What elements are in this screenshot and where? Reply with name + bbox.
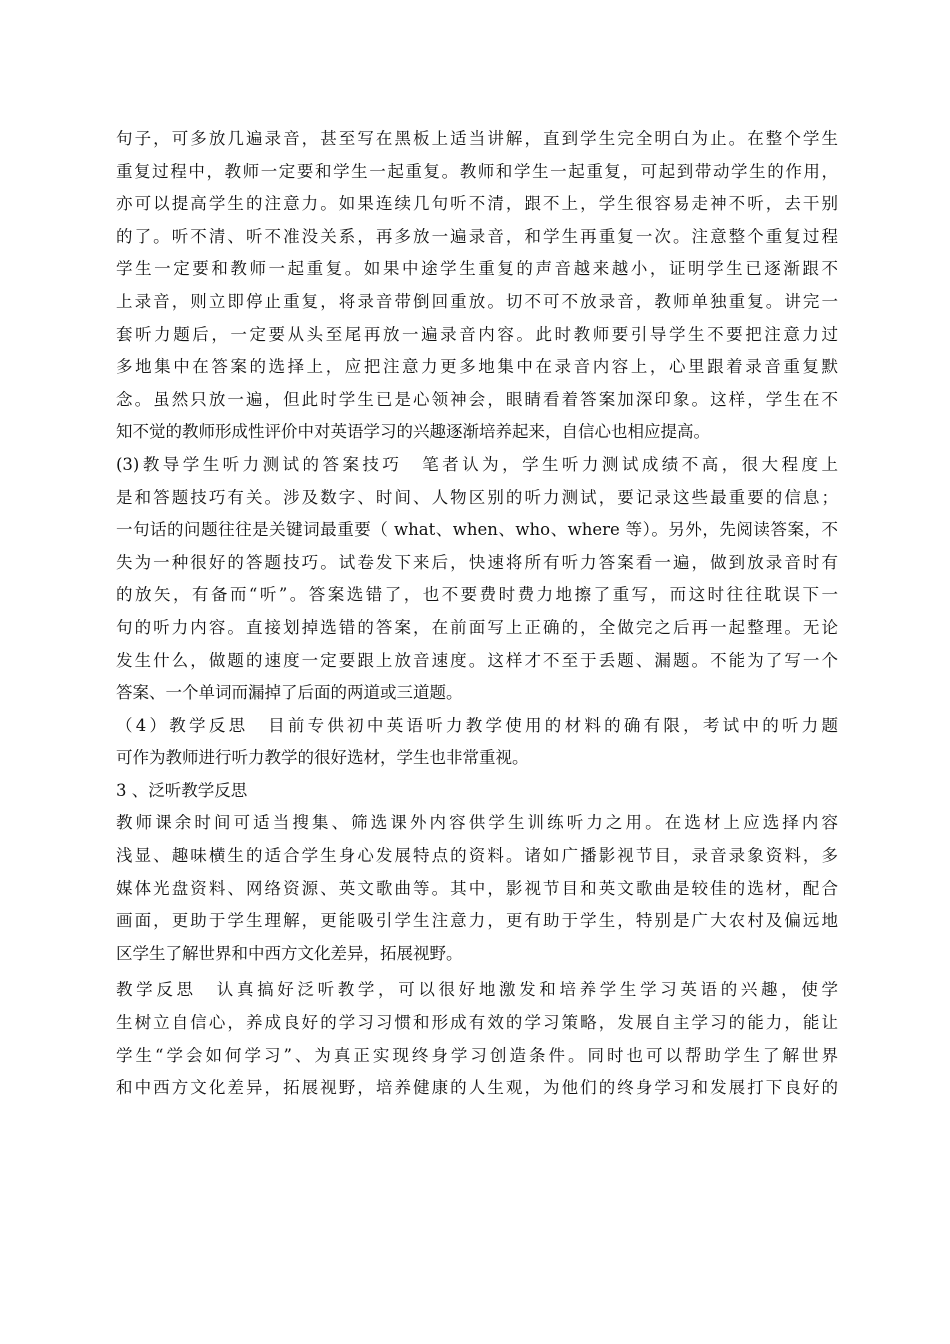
- text-line: 上录音，则立即停止重复，将录音带倒回重放。切不可不放录音，教师单独重复。讲完一: [116, 291, 838, 311]
- text-line: 重复过程中，教师一定要和学生一起重复。教师和学生一起重复，可起到带动学生的作用，: [116, 161, 838, 181]
- paragraph-material-selection: [116, 807, 838, 970]
- text-line: (3)教导学生听力测试的答案技巧 笔者认为，学生听力测试成绩不高，很大程度上: [116, 454, 838, 474]
- paragraph-teaching-reflection-4: [116, 710, 838, 775]
- document-page: [116, 123, 838, 1105]
- text-line: 套听力题后，一定要从头至尾再放一遍录音内容。此时教师要引导学生不要把注意力过: [116, 324, 838, 344]
- text-line: 是和答题技巧有关。涉及数字、时间、人物区别的听力测试，要记录这些最重要的信息；: [116, 487, 838, 507]
- text-line: 区学生了解世界和中西方文化差异，拓展视野。: [116, 943, 463, 963]
- text-line: 和中西方文化差异，拓展视野，培养健康的人生观，为他们的终身学习和发展打下良好的: [116, 1078, 838, 1098]
- text-line: 生树立自信心，养成良好的学习习惯和形成有效的学习策略，发展自主学习的能力，能让: [116, 1013, 838, 1033]
- text-line: 可作为教师进行听力教学的很好选材，学生也非常重视。: [116, 748, 529, 768]
- text-line: 教学反思 认真搞好泛听教学，可以很好地激发和培养学生学习英语的兴趣，使学: [116, 980, 838, 1000]
- text-line: 亦可以提高学生的注意力。如果连续几句听不清，跟不上，学生很容易走神不听，去干别: [116, 194, 838, 214]
- text-line: 一句话的问题往往是关键词最重要（ what、when、who、where 等）。另外，先阅读答案，不: [116, 520, 838, 540]
- text-line: 答案、一个单词而漏掉了后面的两道或三道题。: [116, 683, 463, 703]
- text-line: 的了。听不清、听不准没关系，再多放一遍录音，和学生再重复一次。注意整个重复过程: [116, 226, 838, 246]
- text-line: 多地集中在答案的选择上，应把注意力更多地集中在录音内容上，心里跟着录音重复默: [116, 357, 838, 377]
- text-line: 学生“学会如何学习”、为真正实现终身学习创造条件。同时也可以帮助学生了解世界: [116, 1045, 838, 1065]
- text-line: 学生一定要和教师一起重复。如果中途学生重复的声音越来越小，证明学生已逐渐跟不: [116, 259, 838, 279]
- text-line: （4）教学反思 目前专供初中英语听力教学使用的材料的确有限，考试中的听力题: [116, 715, 838, 735]
- text-line: 的放矢，有备而“听”。答案选错了，也不要费时费力地擦了重写，而这时往往耽误下一: [116, 585, 838, 605]
- text-line: 教师课余时间可适当搜集、筛选课外内容供学生训练听力之用。在选材上应选择内容: [116, 813, 838, 833]
- section-heading-extensive-listening: [116, 775, 838, 808]
- paragraph-teaching-reflection-extensive: [116, 974, 838, 1104]
- text-line: 浅显、趣味横生的适合学生身心发展特点的资料。诸如广播影视节目，录音录象资料，多: [116, 846, 838, 866]
- text-line: 媒体光盘资料、网络资源、英文歌曲等。其中，影视节目和英文歌曲是较佳的选材，配合: [116, 878, 838, 898]
- paragraph-listening-repeat: [116, 123, 838, 449]
- section-heading: 3 、泛听教学反思: [116, 780, 248, 800]
- text-line: 发生什么，做题的速度一定要跟上放音速度。这样才不至于丢题、漏题。不能为了写一个: [116, 650, 838, 670]
- text-line: 失为一种很好的答题技巧。试卷发下来后，快速将所有听力答案看一遍，做到放录音时有: [116, 552, 838, 572]
- text-line: 句子，可多放几遍录音，甚至写在黑板上适当讲解，直到学生完全明白为止。在整个学生: [116, 129, 838, 148]
- paragraph-answer-skills: [116, 449, 838, 710]
- text-line: 念。虽然只放一遍，但此时学生已是心领神会，眼睛看着答案加深印象。这样，学生在不: [116, 389, 838, 409]
- text-line: 句的听力内容。直接划掉选错的答案，在前面写上正确的，全做完之后再一起整理。无论: [116, 617, 838, 637]
- text-line: 知不觉的教师形成性评价中对英语学习的兴趣逐渐培养起来，自信心也相应提高。: [116, 422, 710, 442]
- text-line: 画面，更助于学生理解，更能吸引学生注意力，更有助于学生，特别是广大农村及偏远地: [116, 911, 838, 931]
